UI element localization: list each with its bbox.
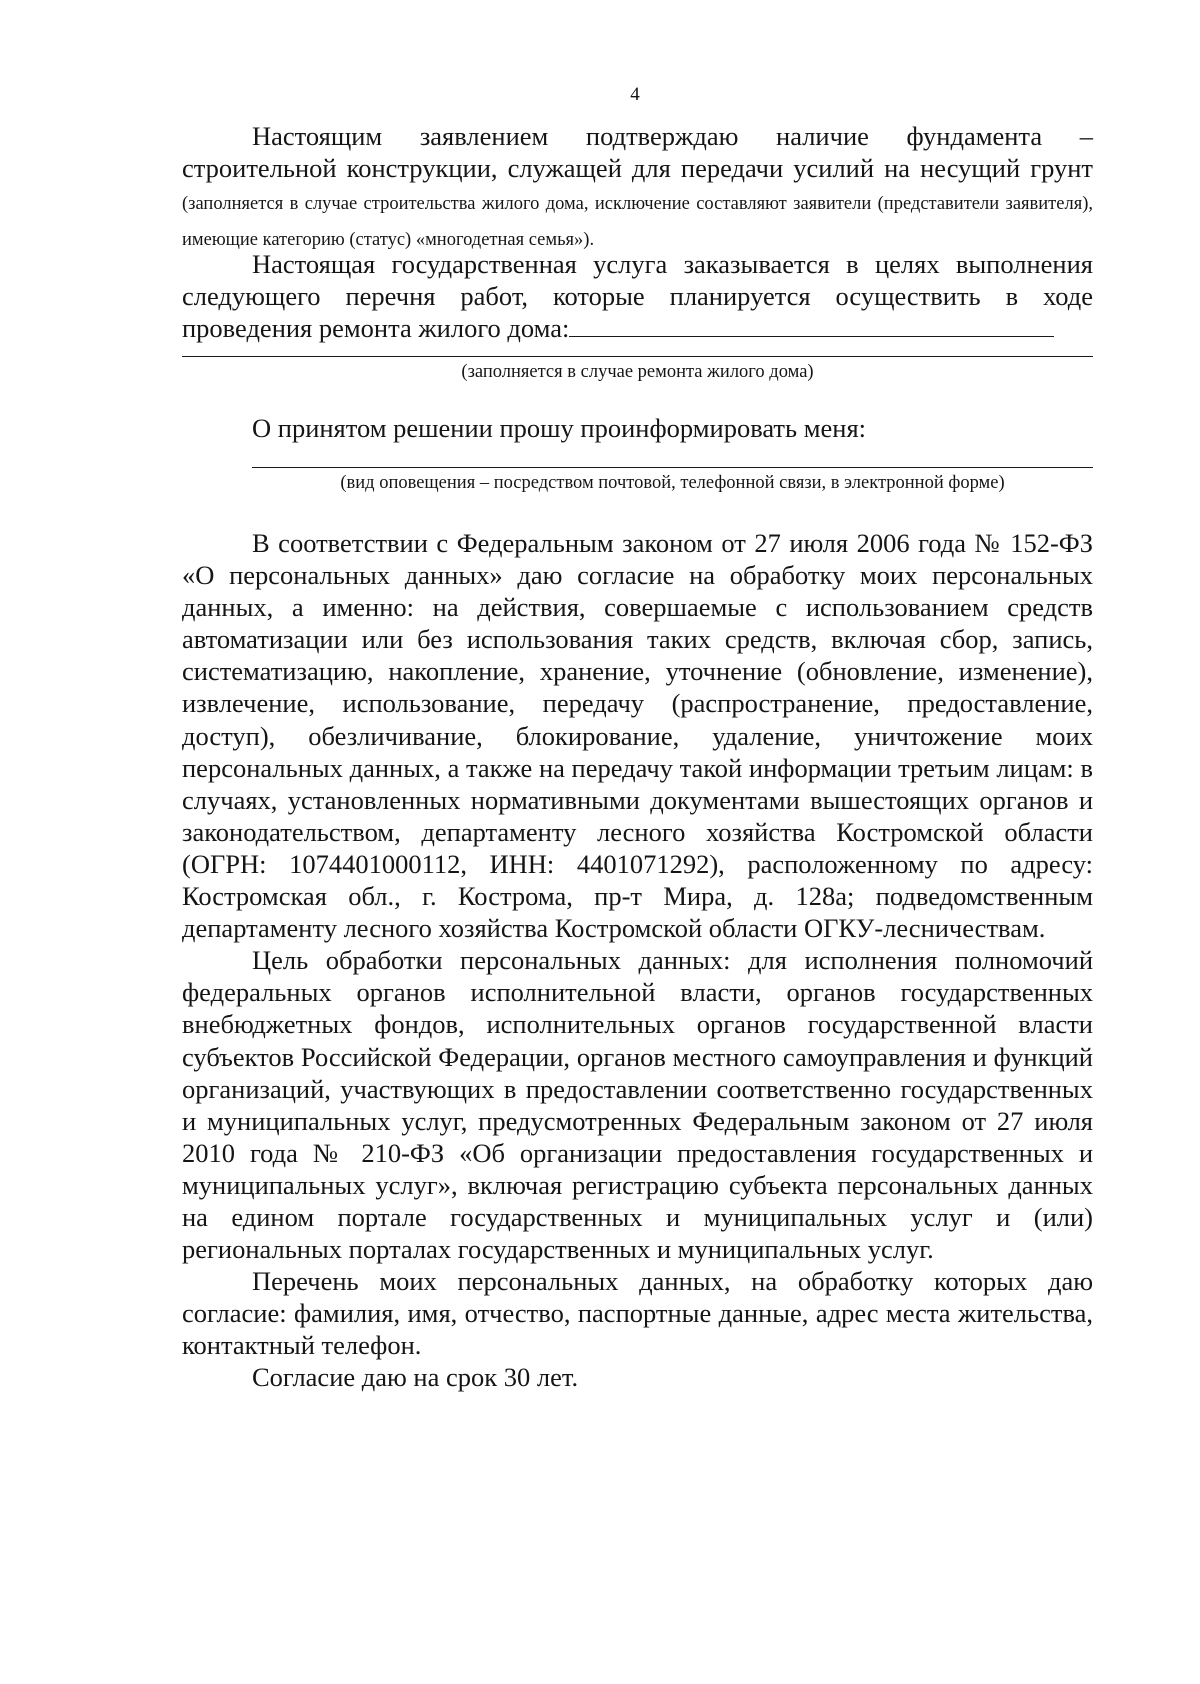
notification-input-line[interactable]: [252, 467, 1093, 468]
notification-text: О принятом решении прошу проинформировать меня:: [252, 413, 866, 443]
consent-paragraph-4: Согласие даю на срок 30 лет.: [252, 1362, 579, 1393]
consent-section: [182, 527, 1093, 1394]
foundation-note: (заполняется в случае строительства жилого дома, исключение составляют заявители (представители заявителя), имеющие категорию (статус) «многодетная семья»).: [182, 194, 1093, 251]
consent-paragraph-3: Перечень моих персональных данных, на обработку которых даю согласие: фамилия, имя, отчество, паспортные данные, адрес места жительства, контактный телефон.: [182, 1266, 1093, 1361]
repair-paragraph: [182, 248, 1093, 344]
page-number: 4: [630, 84, 640, 105]
consent-paragraph-2: Цель обработки персональных данных: для исполнения полномочий федеральных органов исполнительной власти, органов государственных внебюджетных фондов, исполнительных органов государственной власти субъектов Российской Федерации, органов местного самоуправления и функций организаций, участвующих в предоставлении соответственно государственных и муниципальных услуг, предусмотренных Федеральным законом от 27 июля 2010 года № 210-ФЗ «Об организации предоставления государственных и муниципальных услуг», включая регистрацию субъекта персональных данных на едином портале государственных и муниципальных услуг и (или) региональных порталах государственных и муниципальных услуг.: [182, 945, 1093, 1265]
foundation-main-text: Настоящим заявлением подтверждаю наличие фундамента – строительной конструкции, служащей для передачи усилий на несущий грунт: [182, 121, 1093, 184]
repair-input-line[interactable]: [569, 314, 1054, 337]
consent-paragraph-1: В соответствии с Федеральным законом от 27 июля 2006 года № 152-ФЗ «О персональных данных» даю согласие на обработку моих персональных данных, а именно: на действия, совершаемые с использованием средств автоматизации или без использования таких средств, включая сбор, запись, систематизацию, накопление, хранение, уточнение (обновление, изменение), извлечение, использование, передачу (распространение, предоставление, доступ), обезличивание, блокирование, удаление, уничтожение моих персональных данных, а также на передачу такой информации третьим лицам: в случаях, установленных нормативными документами вышестоящих органов и законодательством, департаменту лесного хозяйства Костромской области (ОГРН: 1074401000112, ИНН: 4401071292), расположенному по адресу: Костромская обл., г. Кострома, пр-т Мира, д. 128а; подведомственным департаменту лесного хозяйства Костромской области ОГКУ-лесничествам.: [182, 528, 1093, 944]
notification-section: [252, 412, 1093, 444]
foundation-paragraph: [182, 120, 1093, 256]
repair-second-line[interactable]: [182, 356, 1093, 357]
foundation-section: [182, 120, 1093, 256]
repair-section: [182, 248, 1093, 344]
repair-caption: (заполняется в случае ремонта жилого дома): [461, 362, 814, 382]
notification-caption: (вид оповещения – посредством почтовой, телефонной связи, в электронной форме): [340, 473, 1005, 493]
repair-text: Настоящая государственная услуга заказывается в целях выполнения следующего перечня работ, которые планируется осуществить в ходе проведения ремонта жилого дома:: [182, 249, 1093, 344]
